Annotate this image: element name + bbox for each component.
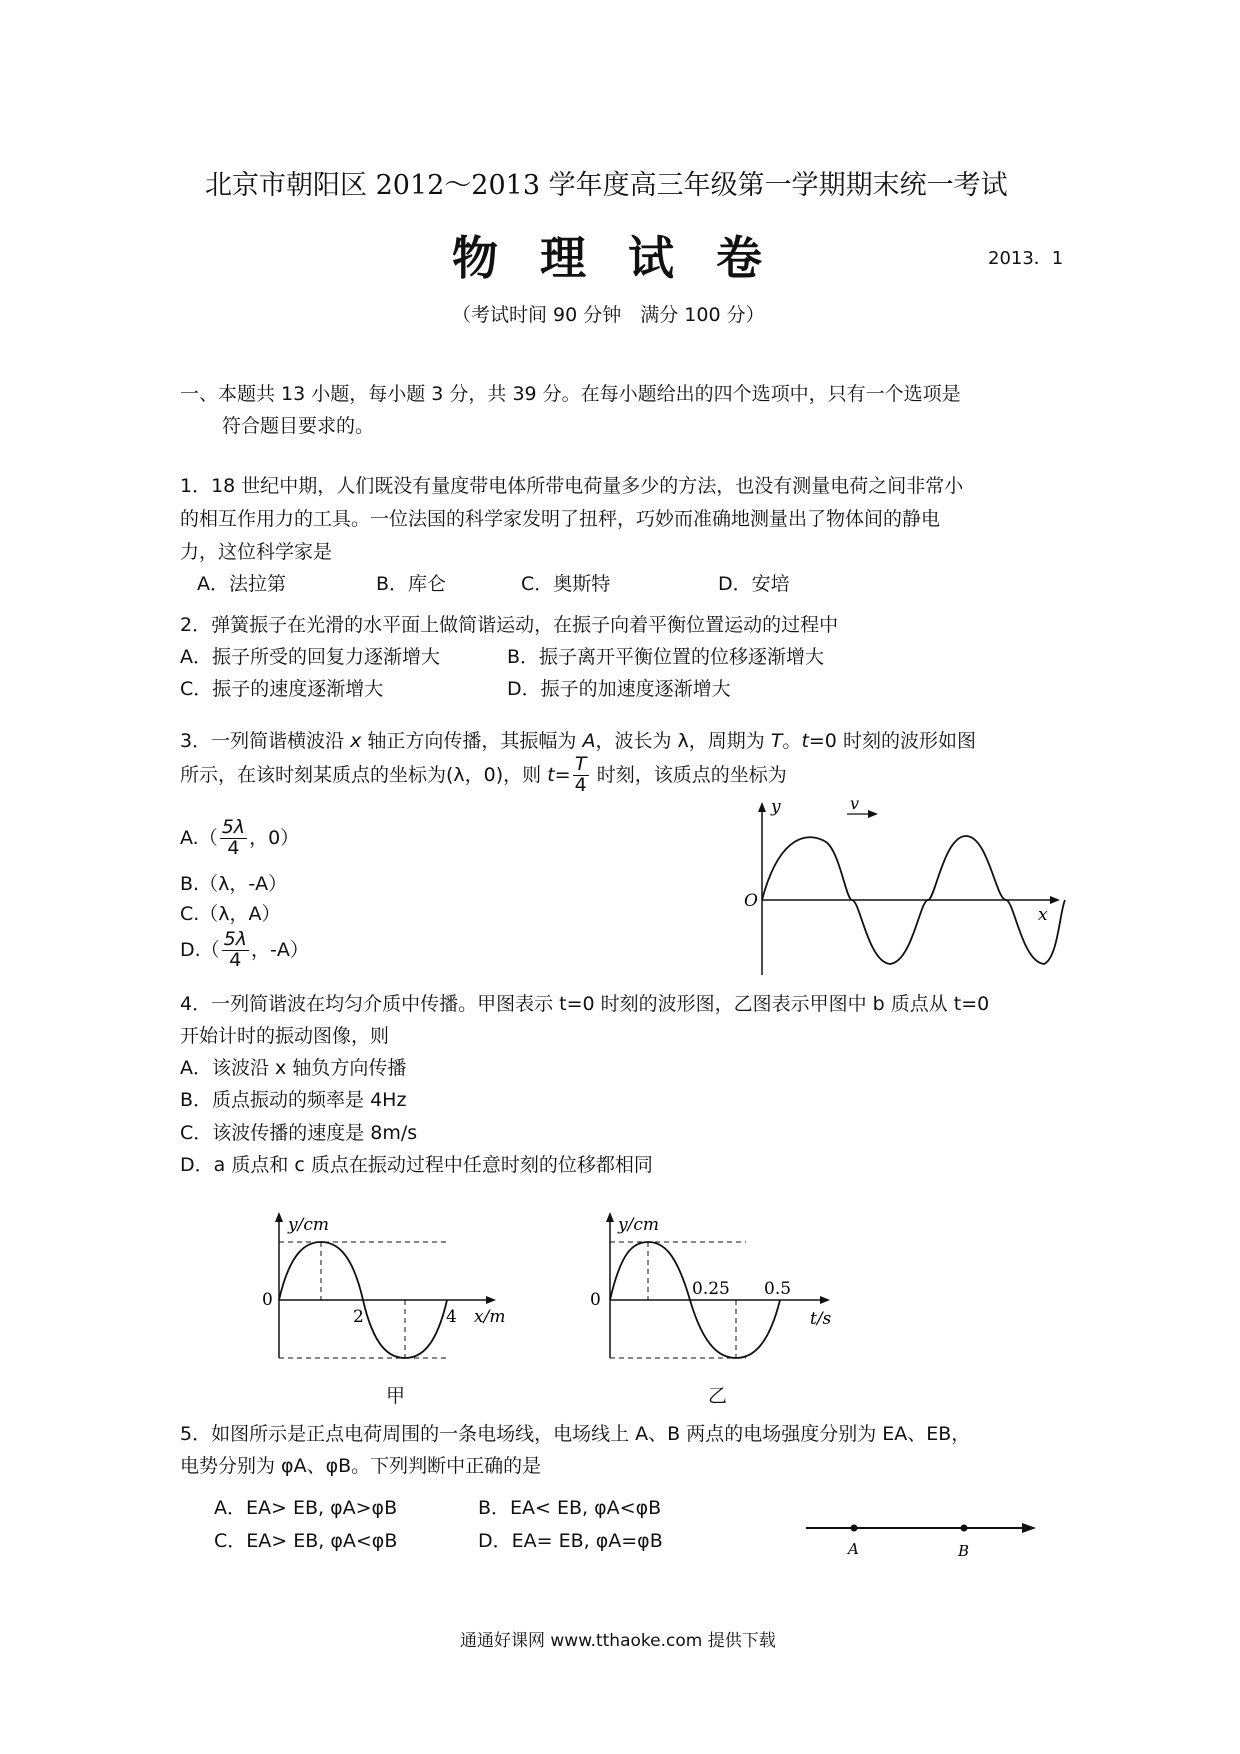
q1-option-d: D．安培: [718, 573, 790, 595]
q2-option-a: A．振子所受的回复力逐渐增大: [180, 646, 440, 668]
section-intro-line1: 一、本题共 13 小题，每小题 3 分，共 39 分。在每小题给出的四个选项中，只有一个选项是: [180, 383, 961, 405]
page-footer: 通通好课网 www.tthaoke.com 提供下载: [460, 1631, 776, 1651]
q5-field-line: [800, 1512, 1040, 1560]
q3-velocity-arrowhead: [868, 810, 878, 818]
jia-tick-4: 4: [446, 1307, 457, 1327]
q4-graph-yi: [588, 1208, 848, 1368]
yi-x-arrow: [820, 1296, 830, 1304]
q1-option-a: A．法拉第: [197, 573, 286, 595]
q3-option-d: D.（ $\frac{5\lambda}{4}$ ，-A）: [180, 928, 309, 971]
q3-fraction-t-over-4: $\frac{T}{4}$: [574, 753, 587, 796]
q4-option-a: A．该波沿 x 轴负方向传播: [180, 1057, 407, 1079]
q5-option-d: D．EA= EB, φA=φB: [478, 1530, 663, 1552]
q4-option-d: D．a 质点和 c 质点在振动过程中任意时刻的位移都相同: [180, 1154, 653, 1176]
q5-option-b: B．EA< EB, φA<φB: [478, 1497, 662, 1519]
q4-option-c: C．该波传播的速度是 8m/s: [180, 1122, 418, 1144]
exam-subtitle: （考试时间 90 分钟 满分 100 分）: [452, 304, 765, 326]
q4-caption-jia: 甲: [386, 1385, 406, 1407]
q2-option-c: C．振子的速度逐渐增大: [180, 678, 384, 700]
q3-line1: 3．一列简谐横波沿 x 轴正方向传播，其振幅为 A，波长为 λ，周期为 T。t=0 时刻的波形如图: [180, 730, 976, 752]
q5-line1: 5．如图所示是正点电荷周围的一条电场线，电场线上 A、B 两点的电场强度分别为 EA、EB，: [180, 1423, 971, 1445]
q3-y-label: y: [771, 800, 781, 817]
q4-line1: 4．一列简谐波在均匀介质中传播。甲图表示 t=0 时刻的波形图，乙图表示甲图中 b 质点从 t=0: [180, 993, 990, 1015]
field-line-arrow: [1022, 1523, 1036, 1533]
q4-line2: 开始计时的振动图像，则: [180, 1025, 390, 1047]
q3-option-c: C.（λ，A）: [180, 903, 281, 925]
yi-y-arrow: [606, 1212, 614, 1222]
section-intro-line2: 符合题目要求的。: [222, 415, 375, 437]
q3-wave-graph: [740, 800, 1070, 980]
yi-origin: 0: [590, 1290, 601, 1310]
q2-stem: 2．弹簧振子在光滑的水平面上做简谐运动，在振子向着平衡位置运动的过程中: [180, 614, 839, 636]
q1-option-b: B．库仑: [376, 573, 447, 595]
q2-option-b: B．振子离开平衡位置的位移逐渐增大: [507, 646, 825, 668]
jia-x-arrow: [486, 1296, 496, 1304]
q1-option-c: C．奥斯特: [521, 573, 611, 595]
jia-origin: 0: [262, 1290, 273, 1310]
q3-line2: 所示，在该时刻某质点的坐标为(λ，0)，则 t= $\frac{T}{4}$ 时刻，该质点的坐标为: [180, 753, 787, 796]
jia-tick-2: 2: [353, 1307, 364, 1327]
q4-graph-jia: [260, 1208, 520, 1368]
q3-x-arrow: [1050, 896, 1060, 904]
q4-option-b: B．质点振动的频率是 4Hz: [180, 1089, 407, 1111]
exam-date: 2013．1: [988, 248, 1064, 269]
q3-y-arrow: [758, 802, 766, 812]
yi-tick-025: 0.25: [692, 1279, 730, 1299]
point-a-label: A: [848, 1540, 859, 1558]
q3-origin-label: O: [744, 891, 758, 911]
q5-option-a: A．EA> EB, φA>φB: [214, 1497, 398, 1519]
yi-x-label: t/s: [810, 1309, 832, 1329]
q3-velocity-label: v: [850, 800, 860, 813]
yi-y-label: y/cm: [618, 1215, 659, 1235]
q5-option-c: C．EA> EB, φA<φB: [214, 1530, 398, 1552]
point-a-dot: [851, 1525, 858, 1532]
point-b-label: B: [958, 1542, 970, 1560]
q1-line3: 力，这位科学家是: [180, 541, 333, 563]
q1-line2: 的相互作用力的工具。一位法国的科学家发明了扭秤，巧妙而准确地测量出了物体间的静电: [180, 508, 941, 530]
q3-option-b: B.（λ，-A）: [180, 873, 288, 895]
q3-option-a: A.（ $\frac{5\lambda}{4}$ ，0）: [180, 816, 300, 859]
yi-tick-05: 0.5: [764, 1279, 792, 1299]
exam-main-title: 物理试卷: [452, 231, 804, 285]
q4-caption-yi: 乙: [708, 1385, 728, 1407]
q3-x-label: x: [1038, 905, 1048, 925]
exam-title-line: 北京市朝阳区 2012～2013 学年度高三年级第一学期期末统一考试: [205, 170, 1008, 201]
jia-x-label: x/m: [474, 1307, 506, 1327]
q2-option-d: D．振子的加速度逐渐增大: [507, 678, 731, 700]
jia-y-arrow: [275, 1212, 283, 1222]
point-b-dot: [961, 1525, 968, 1532]
q1-line1: 1．18 世纪中期，人们既没有量度带电体所带电荷量多少的方法，也没有测量电荷之间非常小: [180, 475, 964, 497]
jia-y-label: y/cm: [288, 1215, 329, 1235]
q5-line2: 电势分别为 φA、φB。下列判断中正确的是: [180, 1455, 542, 1477]
